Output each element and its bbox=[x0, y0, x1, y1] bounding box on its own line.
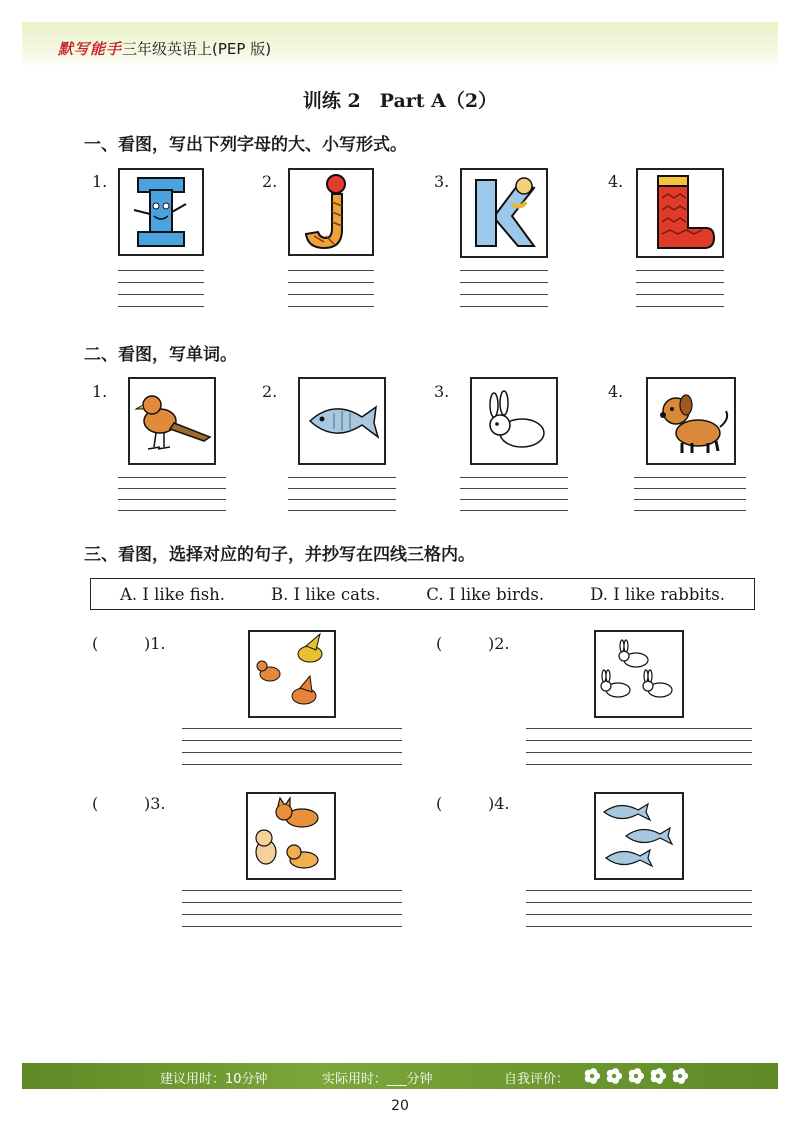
flower-icon[interactable] bbox=[585, 1068, 600, 1084]
bird-picture bbox=[128, 377, 216, 465]
sentence-options-box bbox=[90, 578, 755, 610]
letter-l-sock-icon bbox=[638, 170, 722, 256]
answer-paren-open-2: ( bbox=[436, 634, 443, 653]
cats-picture bbox=[246, 792, 336, 880]
bird-icon bbox=[130, 379, 214, 463]
fish-picture bbox=[298, 377, 386, 465]
flower-icon[interactable] bbox=[673, 1068, 688, 1084]
s2-item2-num: 2. bbox=[262, 382, 278, 401]
s3-writing-lines-1[interactable] bbox=[182, 728, 402, 770]
page-title: 训练 2 Part A（2） bbox=[302, 90, 498, 112]
birds-icon bbox=[250, 632, 334, 716]
section3-heading: 三、看图，选择对应的句子，并抄写在四线三格内。 bbox=[84, 545, 475, 565]
answer-paren-close-2[interactable]: )2. bbox=[488, 634, 510, 653]
letter-i-icon bbox=[120, 170, 202, 254]
s3-writing-lines-3[interactable] bbox=[182, 890, 402, 932]
fish-icon bbox=[300, 379, 384, 463]
s1-writing-lines-4[interactable] bbox=[636, 270, 724, 314]
s3-writing-lines-2[interactable] bbox=[526, 728, 752, 770]
cats-icon bbox=[248, 794, 334, 878]
answer-paren-open-3: ( bbox=[92, 794, 99, 813]
dog-picture bbox=[646, 377, 736, 465]
s3-writing-lines-4[interactable] bbox=[526, 890, 752, 932]
fish-group-icon bbox=[596, 794, 682, 878]
answer-paren-close-4[interactable]: )4. bbox=[488, 794, 510, 813]
letter-k-picture bbox=[460, 168, 548, 258]
flower-icon[interactable] bbox=[629, 1068, 644, 1084]
s2-item4-num: 4. bbox=[608, 382, 624, 401]
flower-icon[interactable] bbox=[651, 1068, 666, 1084]
birds-picture bbox=[248, 630, 336, 718]
answer-paren-close-1[interactable]: )1. bbox=[144, 634, 166, 653]
footer-band bbox=[22, 1063, 778, 1089]
s1-writing-lines-3[interactable] bbox=[460, 270, 548, 314]
rabbit-icon bbox=[472, 379, 556, 463]
answer-paren-close-3[interactable]: )3. bbox=[144, 794, 166, 813]
flower-icon[interactable] bbox=[607, 1068, 622, 1084]
section1-heading: 一、看图，写出下列字母的大、小写形式。 bbox=[84, 135, 407, 155]
rabbit-picture bbox=[470, 377, 558, 465]
letter-j-picture bbox=[288, 168, 374, 256]
rabbits-icon bbox=[596, 632, 682, 716]
s1-item3-num: 3. bbox=[434, 172, 450, 191]
book-subtitle: 三年级英语上(PEP 版) bbox=[122, 40, 272, 58]
book-brand bbox=[58, 38, 271, 59]
self-evaluation-label: 自我评价： bbox=[504, 1072, 570, 1087]
letter-j-icon bbox=[290, 170, 372, 254]
rabbits-picture bbox=[594, 630, 684, 718]
s2-writing-lines-2[interactable] bbox=[288, 477, 396, 519]
answer-paren-open-1: ( bbox=[92, 634, 99, 653]
s1-item2-num: 2. bbox=[262, 172, 278, 191]
s2-writing-lines-1[interactable] bbox=[118, 477, 226, 519]
self-evaluation-flowers bbox=[582, 1066, 692, 1086]
fish-group-picture bbox=[594, 792, 684, 880]
s2-writing-lines-4[interactable] bbox=[634, 477, 746, 519]
s2-item1-num: 1. bbox=[92, 382, 108, 401]
option-b: B. I like cats. bbox=[270, 584, 381, 604]
option-a: A. I like fish. bbox=[119, 584, 226, 604]
letter-i-picture bbox=[118, 168, 204, 256]
suggested-time: 建议用时：10分钟 bbox=[160, 1072, 268, 1087]
answer-paren-open-4: ( bbox=[436, 794, 443, 813]
s1-item1-num: 1. bbox=[92, 172, 108, 191]
s1-item4-num: 4. bbox=[608, 172, 624, 191]
page-number: 20 bbox=[391, 1098, 409, 1114]
letter-l-picture bbox=[636, 168, 724, 258]
actual-time: 实际用时：___分钟 bbox=[322, 1072, 433, 1087]
section2-heading: 二、看图，写单词。 bbox=[84, 345, 237, 365]
dog-icon bbox=[648, 379, 734, 463]
brand-name: 默写能手 bbox=[58, 40, 123, 58]
s2-item3-num: 3. bbox=[434, 382, 450, 401]
s1-writing-lines-2[interactable] bbox=[288, 270, 374, 314]
letter-k-icon bbox=[462, 170, 546, 256]
option-d: D. I like rabbits. bbox=[590, 584, 726, 604]
s2-writing-lines-3[interactable] bbox=[460, 477, 568, 519]
option-c: C. I like birds. bbox=[426, 584, 545, 604]
s1-writing-lines-1[interactable] bbox=[118, 270, 204, 314]
